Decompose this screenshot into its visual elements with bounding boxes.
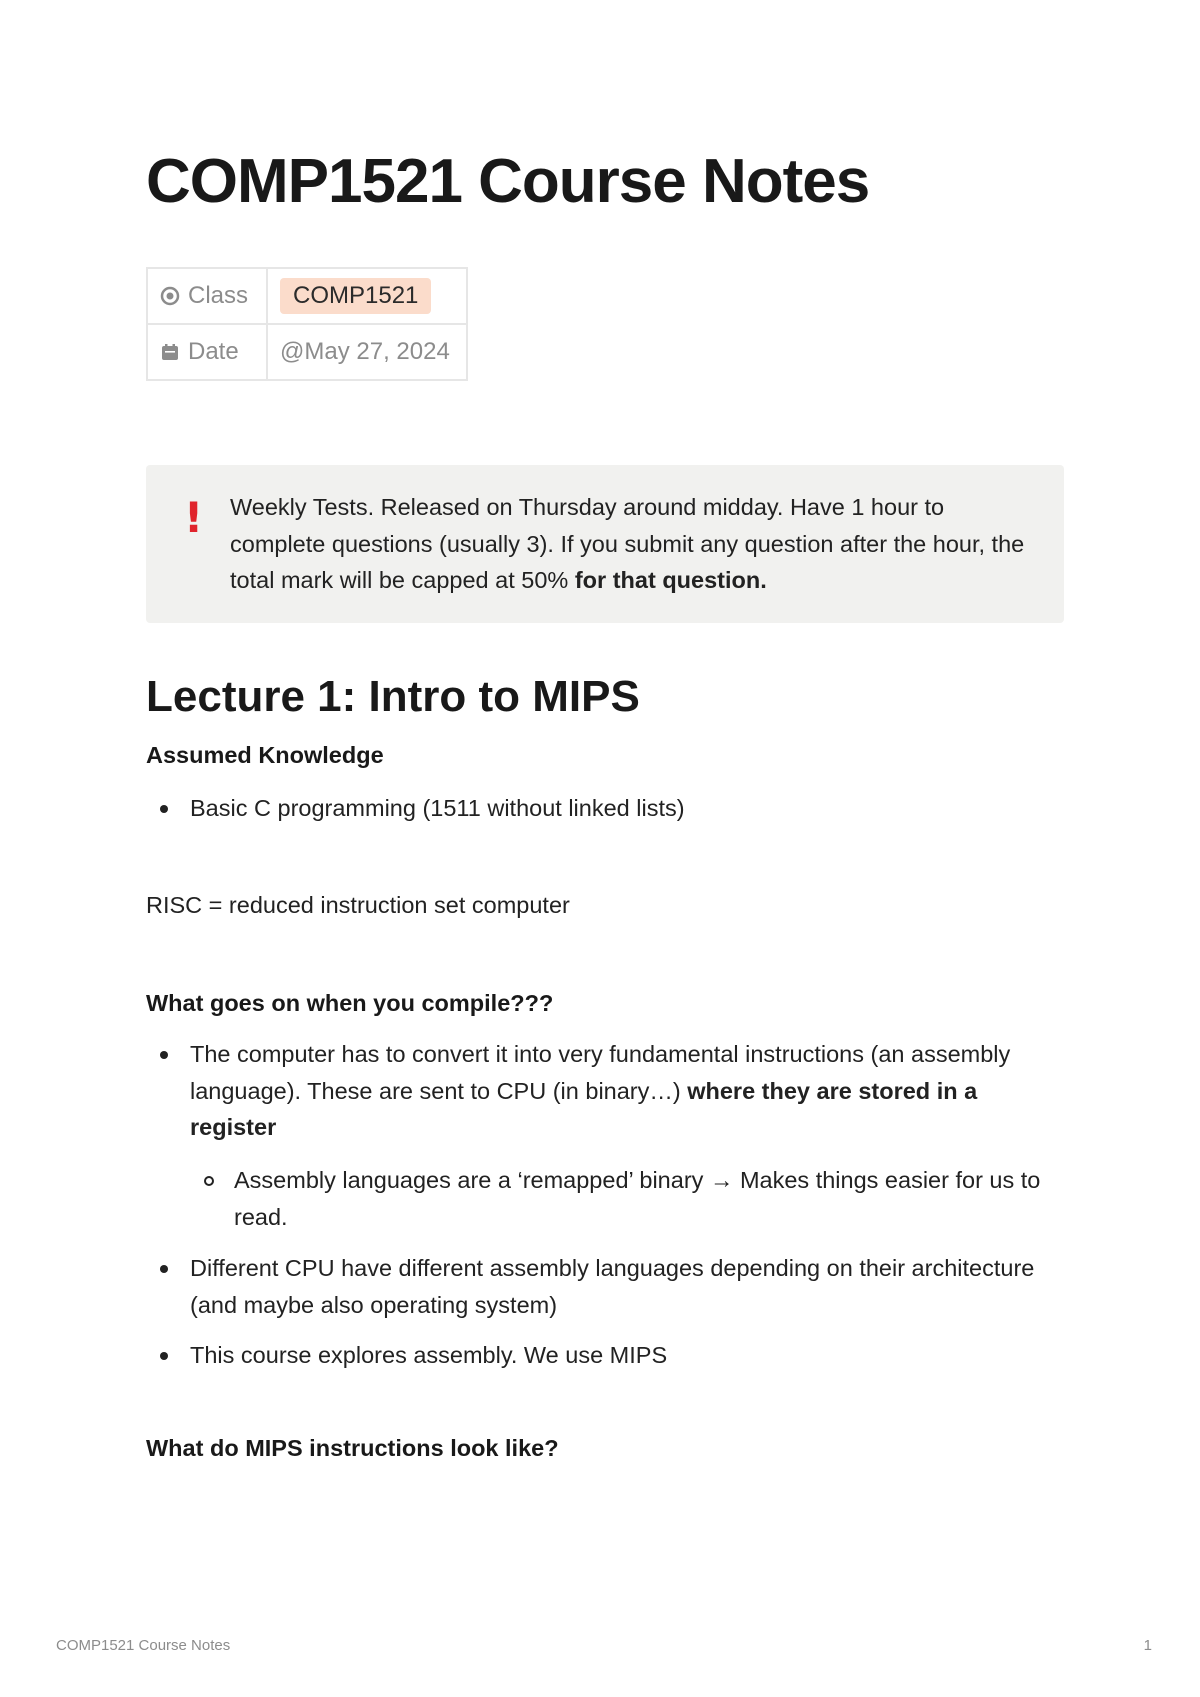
list-item: [190, 1162, 1064, 1235]
mips-instructions-label: What do MIPS instructions look like?: [146, 1435, 559, 1461]
page-title: COMP1521 Course Notes: [146, 147, 870, 216]
compile-list-continued: [146, 1250, 1064, 1374]
property-row-class: [147, 268, 467, 324]
bullet-icon: [160, 1265, 168, 1273]
compile-sublist: [190, 1162, 1064, 1235]
exclamation-icon: !: [184, 493, 204, 542]
property-value-date[interactable]: @May 27, 2024: [267, 324, 467, 380]
list-item-bold: where they are stored in a register: [190, 1077, 978, 1140]
risc-definition: RISC = reduced instruction set computer: [146, 892, 570, 918]
property-row-date: [147, 324, 467, 380]
list-item: [146, 1337, 1064, 1374]
list-item-text: The computer has to convert it into very fundamental instructions (an assembly language). These are sent to CPU (in binary…): [190, 1041, 1011, 1104]
property-value-class: [267, 268, 467, 324]
assumed-knowledge-list: [146, 790, 1064, 827]
bullet-icon: [160, 1051, 168, 1059]
class-tag[interactable]: COMP1521: [280, 278, 431, 314]
callout-text: [230, 489, 1040, 599]
property-label-date: Date: [188, 338, 239, 365]
compile-list: [146, 1036, 1064, 1146]
lecture-heading: Lecture 1: Intro to MIPS: [146, 672, 640, 721]
target-icon: [160, 285, 180, 305]
list-item: [146, 1250, 1064, 1323]
property-label-class: Class: [188, 282, 249, 309]
callout-text-bold: for that question.: [568, 567, 767, 593]
list-item: [146, 790, 1064, 827]
list-item-text: Assembly languages are a ‘remapped’ binary → Makes things easier for us to read.: [234, 1167, 1041, 1230]
list-item: [146, 1036, 1064, 1146]
property-key-class: [147, 268, 267, 324]
page-number: 1: [1143, 1637, 1152, 1654]
bullet-icon: [160, 1352, 168, 1360]
calendar-icon: [160, 341, 180, 361]
footer-title: COMP1521 Course Notes: [56, 1637, 231, 1654]
sub-bullet-icon: [204, 1176, 214, 1186]
list-item-text: Different CPU have different assembly languages depending on their architecture (and maybe also operating system): [190, 1255, 1035, 1318]
compile-label: What goes on when you compile???: [146, 990, 554, 1016]
properties-table: [146, 267, 468, 381]
callout-text-main: Weekly Tests. Released on Thursday around midday. Have 1 hour to complete questions (usually 3). If you submit any question after the hour, the total mark will be capped at 50%: [230, 494, 1025, 593]
list-item-text: This course explores assembly. We use MIPS: [190, 1342, 668, 1368]
property-key-date: [147, 324, 267, 380]
callout-box: [146, 465, 1064, 623]
bullet-icon: [160, 805, 168, 813]
assumed-knowledge-label: Assumed Knowledge: [146, 742, 384, 768]
list-item-text: Basic C programming (1511 without linked lists): [190, 795, 685, 821]
